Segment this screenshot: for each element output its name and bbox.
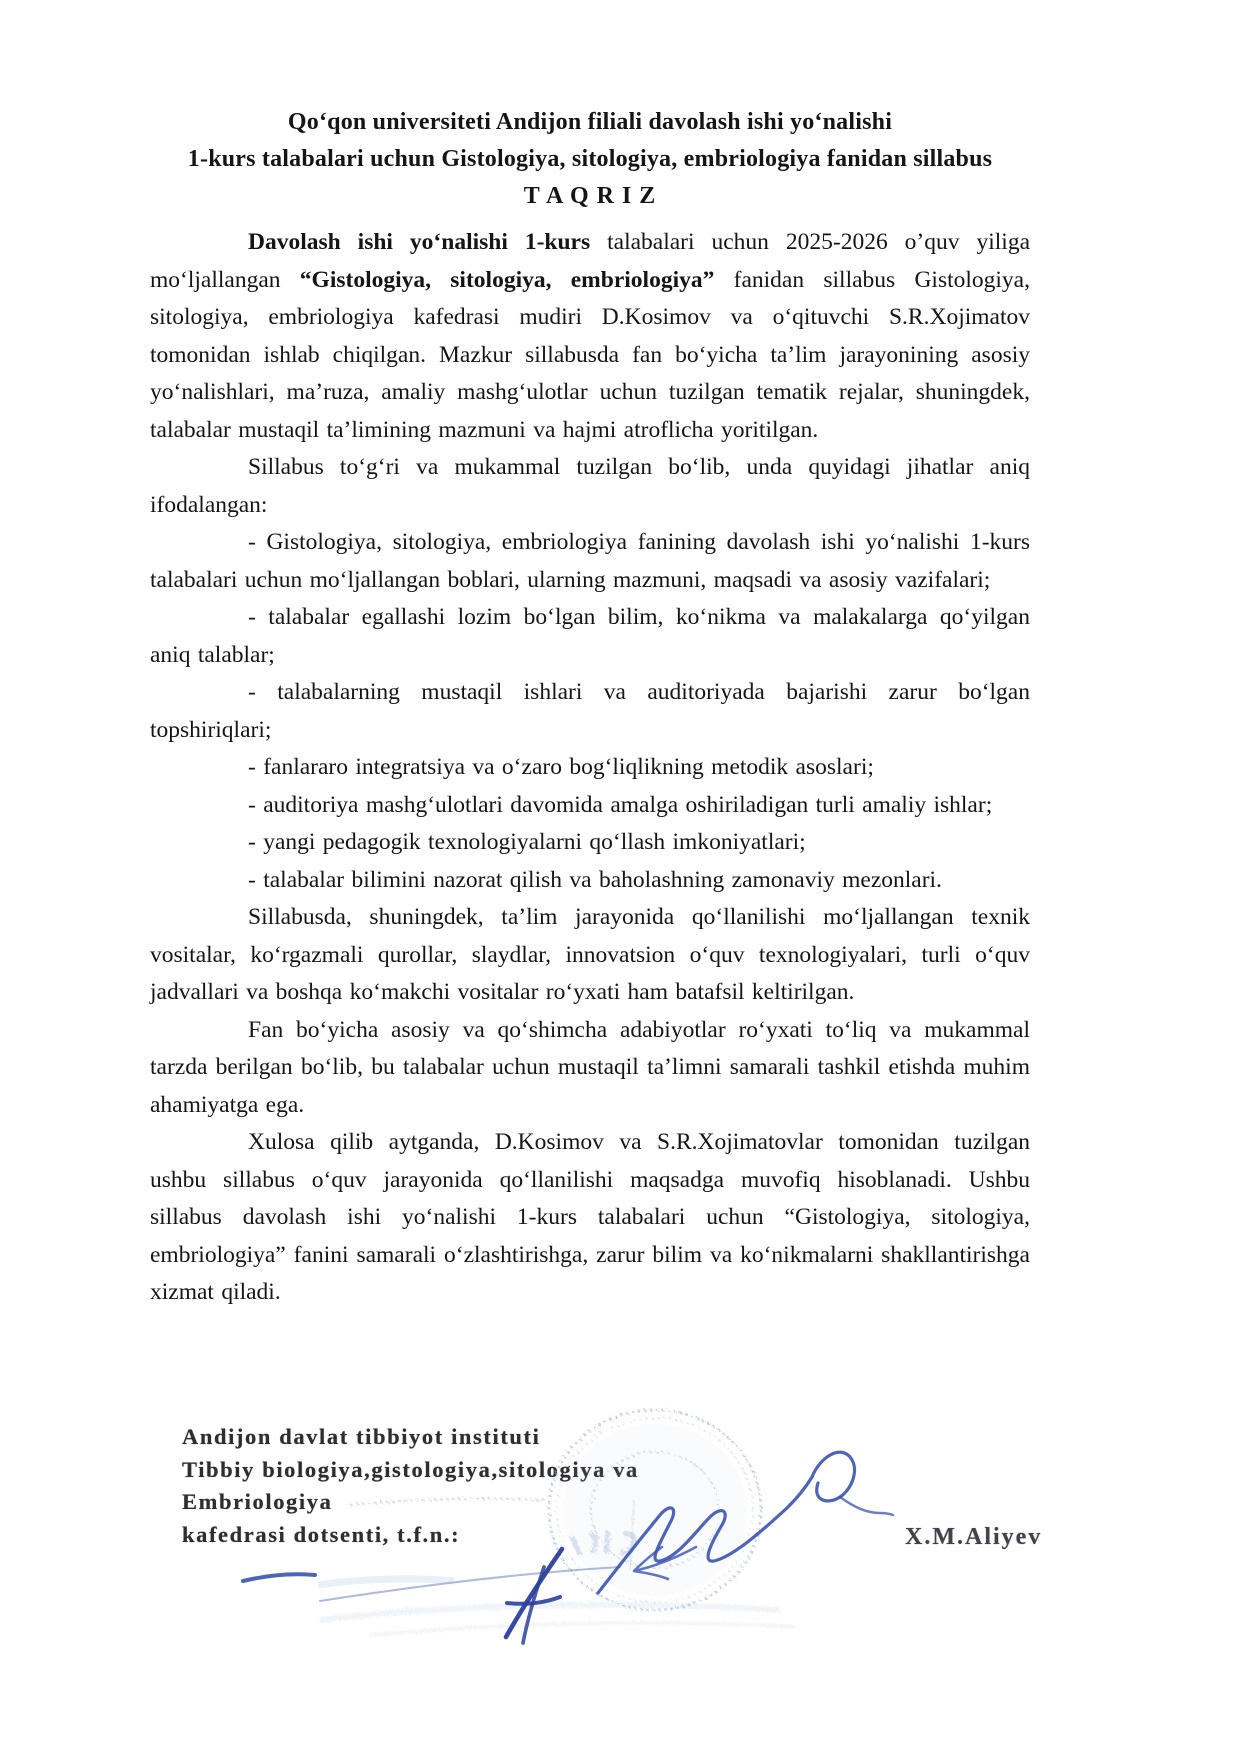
- signature-block: [182, 1421, 702, 1551]
- bullet-item-pedagogical-tech: - yangi pedagogik texnologiyalarni qo‘llash imkoniyatlari;: [248, 829, 806, 855]
- bullet-item-requirements: - talabalar egallashi lozim bo‘lgan bilim, ko‘nikma va malakalarga qo‘yilgan aniq talablar;: [150, 604, 1030, 668]
- paragraph-structure: Sillabus to‘g‘ri va mukammal tuzilgan bo‘lib, unda quyidagi jihatlar aniq ifodalangan:: [150, 454, 1030, 518]
- paragraph-technical-tools: Sillabusda, shuningdek, ta’lim jarayonida qo‘llanilishi mo‘ljallangan texnik vositalar, ko‘rgazmali qurollar, slaydlar, innovatsion o‘quv texnologiyalari, turli o‘quv jadvallari va boshqa ko‘makchi vositalar ro‘yxati ham batafsil keltirilgan.: [150, 904, 1030, 1005]
- review-title-line-1: Qo‘qon universiteti Andijon filiali davolash ishi yo‘nalishi: [287, 109, 893, 135]
- paragraph-intro-text-b: fanidan sillabus Gistologiya, sitologiya, embriologiya kafedrasi mudiri D.Kosimov va o‘qituvchi S.R.Xojimatov tomonidan ishlab chiqilgan. Mazkur sillabusda fan bo‘yicha ta’lim jarayonining asosiy yo‘nalishlari, ma’ruza, amaliy mashg‘ulotlar uchun tuzilgan tematik rejalar, shuningdek, talabalar mustaqil ta’limining mazmuni va hajmi atroflicha yoritilgan.: [150, 266, 1030, 443]
- bullet-item-practical-work: - auditoriya mashg‘ulotlari davomida amalga oshiriladigan turli amaliy ishlar;: [248, 791, 993, 818]
- ink-smudge: [318, 1579, 454, 1585]
- paragraph-intro-text-a: talabalari uchun 2025-2026 o’quv yiliga mo‘ljallangan: [150, 229, 1030, 293]
- bullet-item-independent-work: - talabalarning mustaqil ishlari va auditoriyada bajarishi zarur bo‘lgan topshiriqlari;: [150, 679, 1030, 743]
- paragraph-intro-subject-bold: “Gistologiya, sitologiya, embriologiya”: [299, 266, 715, 293]
- bullet-item-assessment: - talabalar bilimini nazorat qilish va baholashning zamonaviy mezonlari.: [248, 866, 942, 893]
- paragraph-conclusion: Xulosa qilib aytganda, D.Kosimov va S.R.Xojimatovlar tomonidan tuzilgan ushbu sillabus o‘quv jarayonida qo‘llanilishi maqsadga muvofiq hisoblanadi. Ushbu sillabus davolash ishi yo‘nalishi 1-kurs talabalari uchun “Gistologiya, sitologiya, embriologiya” fanini samarali o‘zlashtirishga, zarur bilim va ko‘nikmalarni shakllantirishga xizmat qiladi.: [150, 1129, 1030, 1305]
- signature-line-position: kafedrasi dotsenti, t.f.n.:: [182, 1521, 461, 1547]
- paragraph-literature: Fan bo‘yicha asosiy va qo‘shimcha adabiyotlar ro‘yxati to‘liq va mukammal tarzda berilgan bo‘lib, bu talabalar uchun mustaqil ta’limni samarali tashkil etishda muhim ahamiyatga ega.: [150, 1016, 1030, 1118]
- signer-name: X.M.Aliyev: [905, 1524, 1043, 1550]
- paragraph-intro: [150, 224, 1030, 449]
- taqriz-heading: T A Q R I Z: [523, 183, 657, 209]
- review-body: [150, 224, 1030, 1312]
- review-title-line-2: 1-kurs talabalari uchun Gistologiya, sitologiya, embriologiya fanidan sillabus: [187, 146, 993, 172]
- document-content: [150, 104, 1030, 1312]
- paragraph-intro-lead-bold: Davolash ishi yo‘nalishi 1-kurs: [248, 229, 591, 255]
- bullet-item-chapters: - Gistologiya, sitologiya, embriologiya fanining davolash ishi yo‘nalishi 1-kurs talabalari uchun mo‘ljallangan boblari, ularning mazmuni, maqsadi va asosiy vazifalari;: [150, 529, 1030, 593]
- signature-line-department-1: Tibbiy biologiya,gistologiya,sitologiya va: [182, 1456, 639, 1482]
- signature-line-institute: Andijon davlat tibbiyot instituti: [182, 1424, 541, 1449]
- bullet-item-integration: - fanlararo integratsiya va o‘zaro bog‘liqlikning metodik asoslari;: [248, 754, 874, 780]
- signature-line-department-2: Embriologiya: [182, 1489, 333, 1514]
- ink-dash: [243, 1574, 315, 1581]
